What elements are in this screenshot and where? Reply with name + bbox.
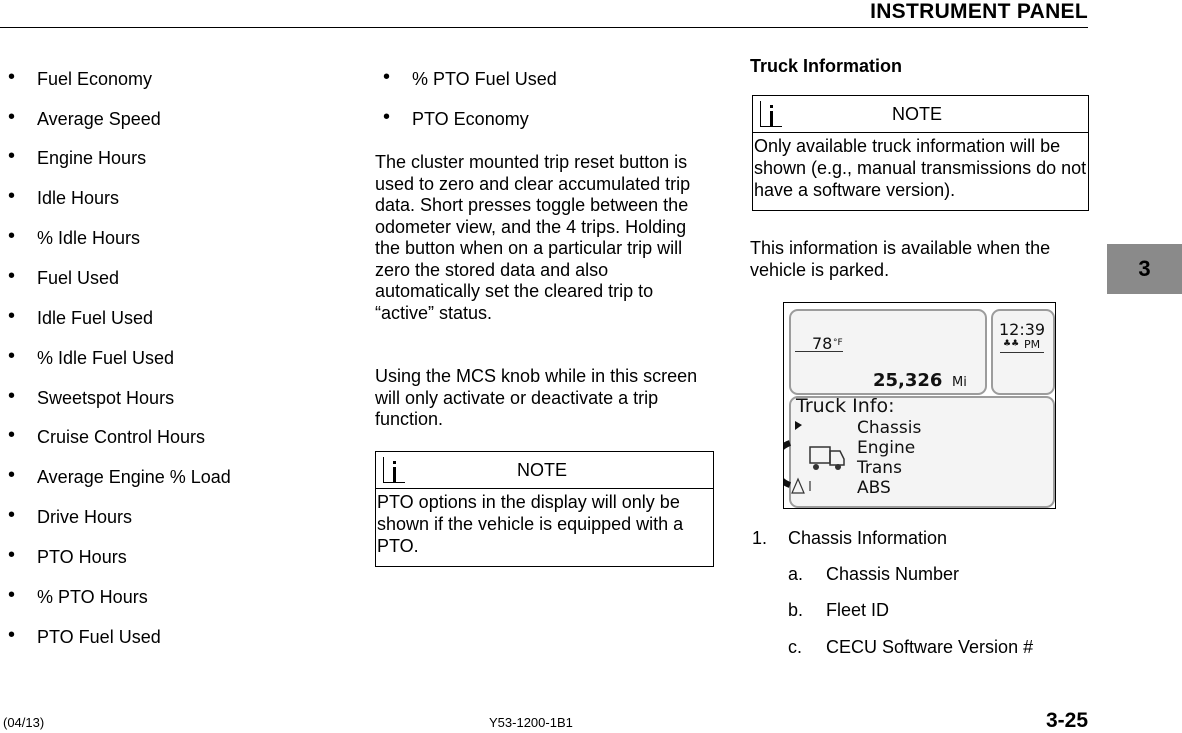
list-item: • % Idle Hours [8, 225, 141, 248]
parked-paragraph: This information is available when the vehicle is parked. [750, 238, 1051, 280]
display-menu-item: ABS [857, 478, 891, 498]
info-icon [758, 101, 784, 129]
note-box-truck-info [752, 95, 1089, 211]
mcs-knob-paragraph: Using the MCS knob while in this screen will only activate or deactivate a trip function. [375, 366, 698, 429]
display-menu-title: Truck Info: [796, 395, 895, 417]
footer-date: (04/13) [3, 715, 45, 730]
display-odometer-unit: Mi [952, 375, 967, 390]
list-item: • Average Speed [8, 106, 161, 129]
outline-subitem-letter: c. [788, 637, 803, 657]
outline-subitem: CECU Software Version # [826, 637, 1034, 657]
instrument-display-image [783, 302, 1056, 509]
display-menu-item: Engine [857, 438, 916, 458]
list-item: • Average Engine % Load [8, 464, 231, 487]
display-ampm: PM [1024, 338, 1041, 351]
note-label: NOTE [892, 104, 943, 124]
list-item: • % Idle Fuel Used [8, 345, 175, 368]
list-item: • PTO Hours [8, 544, 127, 567]
note-body: PTO options in the display will only be shown if the vehicle is equipped with a PTO. [377, 492, 684, 556]
truck-icon [784, 413, 854, 508]
outline-subitem-letter: a. [788, 564, 804, 584]
outline-subitem-letter: b. [788, 600, 804, 620]
list-item: • PTO Economy [383, 106, 529, 129]
list-item: • Fuel Economy [8, 66, 153, 89]
list-item: • % PTO Fuel Used [383, 66, 557, 89]
note-header [376, 452, 713, 489]
page-number: 3-25 [1045, 709, 1088, 732]
list-item: • Engine Hours [8, 145, 147, 168]
display-temperature: 78 [812, 334, 833, 353]
outline-item: Chassis Information [788, 528, 948, 548]
display-menu-item: Chassis [857, 418, 922, 438]
display-time: 12:39 [999, 320, 1046, 339]
page-title: INSTRUMENT PANEL [870, 0, 1088, 23]
list-item: • Sweetspot Hours [8, 385, 175, 408]
list-item: • Drive Hours [8, 504, 133, 527]
header-rule [0, 27, 1088, 28]
display-temperature-unit: °F [833, 338, 843, 348]
trip-reset-paragraph: The cluster mounted trip reset button is used to zero and clear accumulated trip data. Short presses toggle between the odometer view, and the 4 trips. Holding the button when on a particular trip will zero the stored data and also automatically set the cleared trip to “active” status. [375, 152, 691, 323]
list-item: • Idle Hours [8, 185, 120, 208]
display-odometer: 25,326 [873, 370, 943, 391]
chapter-tab: 3 [1107, 244, 1182, 294]
list-item: • Idle Fuel Used [8, 305, 154, 328]
display-menu-item: Trans [857, 458, 902, 478]
note-body: Only available truck information will be shown (e.g., manual transmissions do not have a software version). [754, 136, 1087, 200]
info-icon [381, 457, 407, 485]
outline-subitem: Fleet ID [826, 600, 890, 620]
list-item: • PTO Fuel Used [8, 624, 161, 647]
note-box-pto [375, 451, 714, 567]
note-label: NOTE [517, 460, 568, 480]
outline-subitem: Chassis Number [826, 564, 960, 584]
outline-item-number: 1. [752, 528, 768, 548]
list-item: • % PTO Hours [8, 584, 148, 607]
section-heading: Truck Information [750, 56, 903, 76]
bell-icon: ♣♣ [1003, 339, 1020, 349]
list-item: • Cruise Control Hours [8, 424, 206, 447]
note-header [753, 96, 1088, 133]
list-item: • Fuel Used [8, 265, 120, 288]
footer-doc-number: Y53-1200-1B1 [489, 715, 573, 730]
